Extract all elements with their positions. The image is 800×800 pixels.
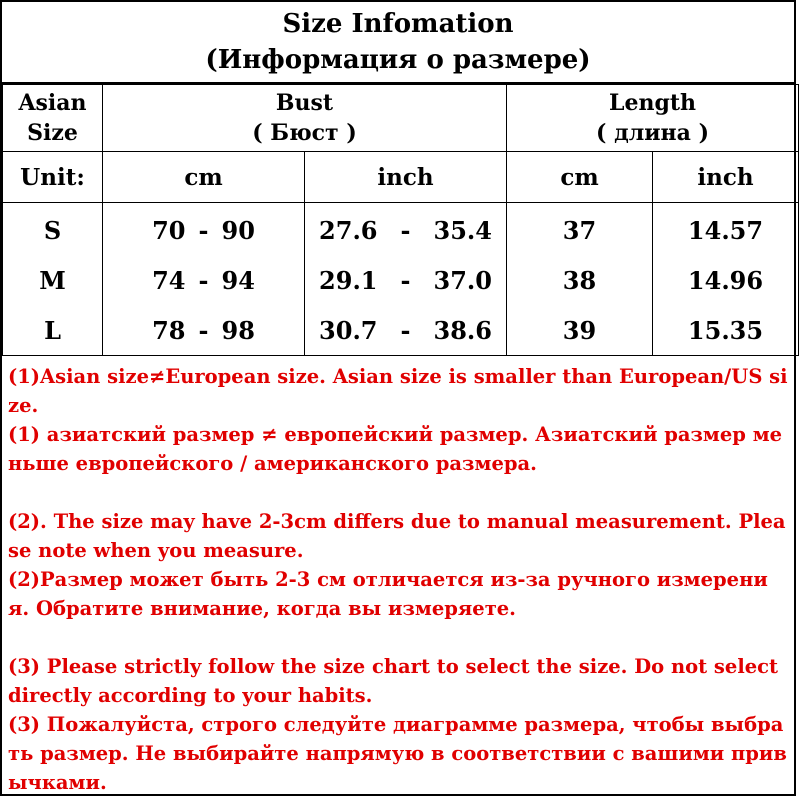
unit-label: Unit: (3, 152, 103, 203)
bust-inch-unit: inch (305, 152, 507, 203)
length-inch-unit: inch (653, 152, 799, 203)
length-cm-unit: cm (507, 152, 653, 203)
size-table (2, 84, 799, 356)
title-block (2, 2, 794, 84)
size-cell: M (3, 255, 103, 305)
bust-cm-cell: 78 - 98 (103, 305, 305, 356)
spacer (8, 623, 788, 652)
length-header: Length ( длина ) (507, 85, 799, 152)
spacer (8, 478, 788, 507)
title-russian: (Информация о размере) (205, 45, 591, 75)
bust-cm-cell: 70 - 90 (103, 203, 305, 256)
note-3-english: (3) Please strictly follow the size chart to select the size. Do not select directly according to your habits. (8, 655, 779, 707)
length-cm-cell: 38 (507, 255, 653, 305)
length-inch-cell: 15.35 (653, 305, 799, 356)
bust-inch-cell: 29.1 - 37.0 (305, 255, 507, 305)
table-row (3, 305, 799, 356)
asian-size-header: Asian Size (3, 85, 103, 152)
length-cm-cell: 39 (507, 305, 653, 356)
length-cm-cell: 37 (507, 203, 653, 256)
unit-row (3, 152, 799, 203)
length-inch-cell: 14.96 (653, 255, 799, 305)
bust-cm-cell: 74 - 94 (103, 255, 305, 305)
table-row (3, 203, 799, 256)
table-row (3, 255, 799, 305)
note-2-russian: (2)Размер может быть 2-3 см отличается из-за ручного измерения. Обратите внимание, когда вы измеряете. (8, 568, 768, 620)
size-cell: S (3, 203, 103, 256)
size-cell: L (3, 305, 103, 356)
bust-inch-cell: 27.6 - 35.4 (305, 203, 507, 256)
bust-inch-cell: 30.7 - 38.6 (305, 305, 507, 356)
bust-cm-unit: cm (103, 152, 305, 203)
header-row (3, 85, 799, 152)
length-inch-cell: 14.57 (653, 203, 799, 256)
title-english: Size Infomation (282, 9, 514, 39)
note-1-russian: (1) азиатский размер ≠ европейский размер. Азиатский размер меньше европейского / американского размера. (8, 423, 783, 475)
note-1-english: (1)Asian size≠European size. Asian size is smaller than European/US size. (8, 365, 788, 417)
bust-header: Bust ( Бюст ) (103, 85, 507, 152)
note-2-english: (2). The size may have 2-3cm differs due to manual measurement. Please note when you measure. (8, 510, 786, 562)
notes-block (2, 356, 794, 797)
note-3-russian: (3) Пожалуйста, строго следуйте диаграмме размера, чтобы выбрать размер. Не выбирайте напрямую в соответствии с вашими привычками. (8, 713, 787, 794)
